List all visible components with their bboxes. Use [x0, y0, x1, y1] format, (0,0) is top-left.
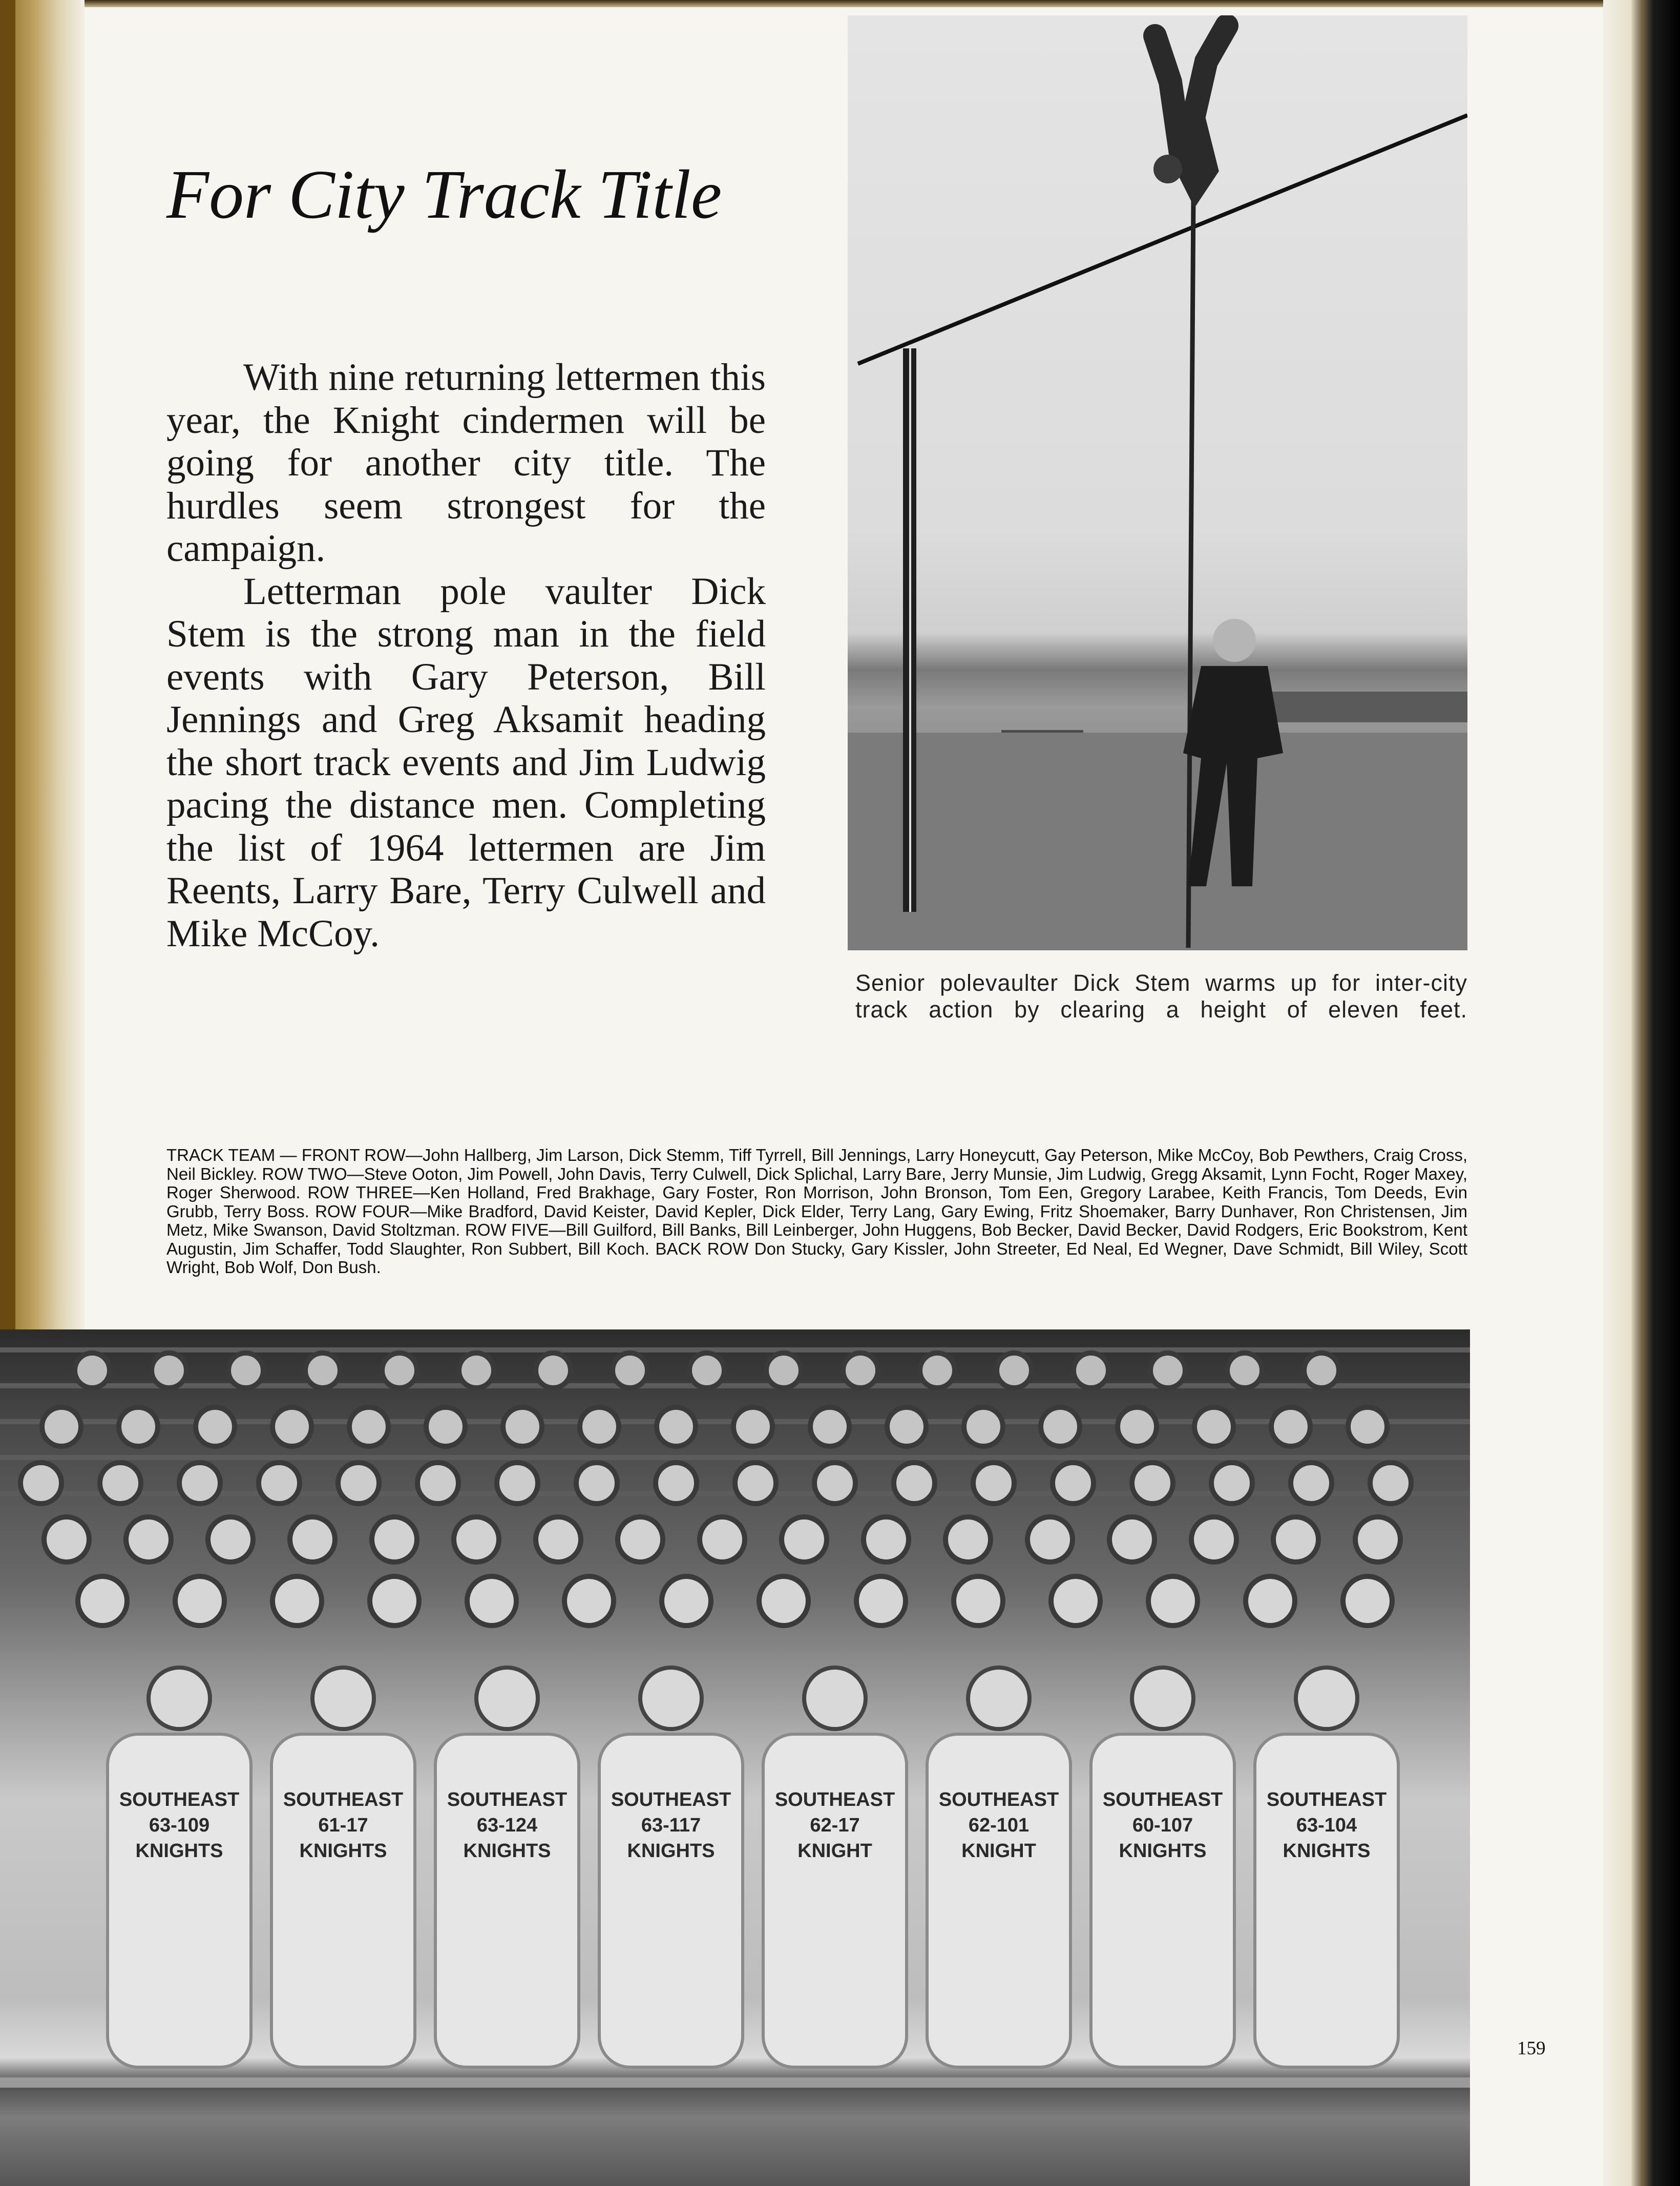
team-member-head [1027, 1517, 1073, 1562]
team-member-head [810, 1407, 849, 1446]
team-member-head [766, 1353, 801, 1388]
team-member-head [1191, 1517, 1236, 1562]
front-row-sweatshirts [108, 1668, 1398, 2067]
team-member-head [503, 1407, 542, 1446]
sweatshirt-lettering: 63-104 [1296, 1815, 1357, 1836]
body-paragraph-1: With nine returning lettermen this year, the Knight cindermen will be going for another city title. The hurdles seem strongest for the campaign. [166, 356, 766, 570]
vault-standard-scale [909, 348, 911, 912]
sweatshirt-lettering: KNIGHTS [1283, 1840, 1371, 1862]
team-member-head [179, 1463, 220, 1504]
page-title: For City Track Title [166, 156, 722, 233]
team-member-head [689, 1353, 724, 1388]
team-member-head [1148, 1576, 1198, 1626]
page-number: 159 [1517, 2038, 1546, 2059]
athlete-sweatshirt [108, 1734, 251, 2067]
team-member-head [920, 1353, 955, 1388]
front-row-athlete [1091, 1668, 1234, 2067]
athlete-head [804, 1668, 866, 1729]
team-member-head [75, 1353, 110, 1388]
sweatshirt-lettering: 62-17 [810, 1815, 860, 1836]
team-member-head [954, 1576, 1003, 1626]
team-member-head [1271, 1407, 1310, 1446]
sweatshirt-lettering: SOUTHEAST [1266, 1789, 1387, 1810]
vaulter-figure [1153, 26, 1227, 184]
team-member-head [305, 1353, 340, 1388]
team-member-head [536, 1353, 571, 1388]
team-member-head [370, 1576, 419, 1626]
sweatshirt-lettering: SOUTHEAST [611, 1789, 731, 1810]
team-member-head [272, 1576, 322, 1626]
team-member-head [1211, 1463, 1252, 1504]
athlete-sweatshirt [1091, 1734, 1234, 2067]
athlete-head [968, 1668, 1030, 1729]
team-member-head [196, 1407, 235, 1446]
team-member-head [1132, 1463, 1173, 1504]
team-member-head [1227, 1353, 1262, 1388]
article-body [166, 356, 766, 955]
team-member-head [349, 1407, 388, 1446]
athlete-head [476, 1668, 538, 1729]
team-member-head [208, 1517, 253, 1562]
team-member-head [1370, 1463, 1411, 1504]
team-member-head [78, 1576, 127, 1626]
athlete-head [1132, 1668, 1193, 1729]
sweatshirt-lettering: KNIGHTS [135, 1840, 223, 1862]
pole-vault-illustration [848, 15, 1467, 950]
team-member-head [20, 1463, 61, 1504]
team-member-head [372, 1517, 417, 1562]
team-member-head [814, 1463, 855, 1504]
photo-caption: Senior polevaulter Dick Stem warms up for inter-city track action by clearing a height of eleven feet. [855, 970, 1467, 1023]
sweatshirt-lettering: 63-117 [641, 1815, 701, 1836]
team-member-head [576, 1463, 617, 1504]
team-member-head [700, 1517, 745, 1562]
team-member-head [964, 1407, 1003, 1446]
team-member-head [1109, 1517, 1154, 1562]
team-member-head [417, 1463, 458, 1504]
team-member-head [382, 1353, 417, 1388]
pole-vault-photo [848, 15, 1467, 950]
body-paragraph-2: Letterman pole vaulter Dick Stem is the strong man in the field events with Gary Peterson, Bill Jennings and Greg Aksamit heading the short track events and Jim Ludwig pacing the distance men. Completing the list of 1964 lettermen are Jim Reents, Larry Bare, Terry Culwell and Mike McCoy. [166, 570, 766, 955]
team-member-head [1273, 1517, 1318, 1562]
team-member-head [997, 1353, 1032, 1388]
sweatshirt-lettering: 63-124 [476, 1815, 538, 1836]
team-member-head [1074, 1353, 1108, 1388]
track-team-photo [0, 1329, 1470, 2186]
team-member-head [1194, 1407, 1233, 1446]
team-member-head [42, 1407, 81, 1446]
athlete-head [640, 1668, 702, 1729]
sweatshirt-lettering: KNIGHTS [1119, 1840, 1207, 1862]
athlete-sweatshirt [763, 1734, 907, 2067]
athlete-head [1296, 1668, 1357, 1729]
team-member-head [228, 1353, 263, 1388]
team-member-head [782, 1517, 827, 1562]
team-member-head [657, 1407, 696, 1446]
team-member-head [1343, 1576, 1392, 1626]
athlete-head [149, 1668, 210, 1729]
sweatshirt-lettering: SOUTHEAST [447, 1789, 568, 1810]
front-row-athlete [108, 1668, 251, 2067]
team-member-head [152, 1353, 186, 1388]
sweatshirt-lettering: KNIGHTS [627, 1840, 715, 1862]
page-top-edge [85, 0, 1606, 7]
sweatshirt-lettering: KNIGHT [961, 1840, 1036, 1862]
distant-building [1268, 692, 1467, 722]
athlete-sweatshirt [927, 1734, 1070, 2067]
team-member-head [759, 1576, 808, 1626]
team-member-head [656, 1463, 697, 1504]
sweatshirt-lettering: 62-101 [968, 1815, 1030, 1836]
sweatshirt-lettering: SOUTHEAST [119, 1789, 240, 1810]
team-member-head [618, 1517, 663, 1562]
team-member-head [580, 1407, 619, 1446]
team-member-head [459, 1353, 494, 1388]
page-stack-right [1603, 0, 1631, 2186]
book-cover-right [1631, 0, 1680, 2186]
front-row-athlete [1255, 1668, 1398, 2067]
team-member-head [454, 1517, 499, 1562]
team-member-head [564, 1576, 614, 1626]
team-member-head [1150, 1353, 1185, 1388]
sweatshirt-lettering: 63-109 [149, 1815, 210, 1836]
team-member-head [272, 1407, 311, 1446]
athlete-sweatshirt [435, 1734, 579, 2067]
front-row-athlete [763, 1668, 907, 2067]
team-member-head [662, 1576, 711, 1626]
team-member-head [733, 1407, 772, 1446]
team-member-head [426, 1407, 465, 1446]
team-member-head [126, 1517, 171, 1562]
sweatshirt-lettering: SOUTHEAST [283, 1789, 404, 1810]
team-member-head [1118, 1407, 1157, 1446]
team-member-head [536, 1517, 581, 1562]
team-member-head [973, 1463, 1014, 1504]
team-member-head [887, 1407, 926, 1446]
sweatshirt-lettering: 61-17 [318, 1815, 368, 1836]
team-member-head [1051, 1576, 1100, 1626]
sweatshirt-lettering: 60-107 [1132, 1815, 1193, 1836]
curb [0, 2077, 1470, 2088]
team-member-head [1355, 1517, 1400, 1562]
sweatshirt-lettering: KNIGHT [797, 1840, 872, 1862]
team-roster: TRACK TEAM — FRONT ROW—John Hallberg, Jim Larson, Dick Stemm, Tiff Tyrrell, Bill Jennings, Larry Honeycutt, Gay Peterson, Mike McCoy, Bob Pewthers, Craig Cross, Neil Bickley. ROW TWO—Steve Ooton, Jim Powell, John Davis, Terry Culwell, Dick Splichal, Larry Bare, Jerry Munsie, Jim Ludwig, Gregg Aksamit, Lynn Focht, Roger Maxey, Roger Sherwood. ROW THREE—Ken Holland, Fred Brakhage, Gary Foster, Ron Morrison, John Bronson, Tom Een, Gregory Larabee, Keith Francis, Tom Deeds, Evin Grubb, Terry Boss. ROW FOUR—Mike Bradford, David Keister, David Kepler, Dick Elder, Terry Lang, Gary Ewing, Fritz Shoemaker, Barry Dunhaver, Ron Christensen, Jim Metz, Mike Swanson, David Stoltzman. ROW FIVE—Bill Guilford, Bill Banks, Bill Leinberger, John Huggens, Bob Becker, David Becker, David Rodgers, Eric Bookstrom, Kent Augustin, Jim Schaffer, Todd Slaughter, Ron Subbert, Bill Koch. BACK ROW Don Stucky, Gary Kissler, John Streeter, Ed Neal, Ed Wegner, Dave Schmidt, Bill Wiley, Scott Wright, Bob Wolf, Don Bush. [166, 1146, 1467, 1277]
team-member-head [44, 1517, 89, 1562]
athlete-sweatshirt [599, 1734, 743, 2067]
team-member-head [894, 1463, 935, 1504]
team-member-head [1041, 1407, 1080, 1446]
team-member-head [1246, 1576, 1295, 1626]
team-member-head [1304, 1353, 1339, 1388]
front-row-athlete [927, 1668, 1070, 2067]
sweatshirt-lettering: KNIGHTS [299, 1840, 387, 1862]
team-member-head [735, 1463, 776, 1504]
front-row-athlete [435, 1668, 579, 2067]
front-row-athlete [271, 1668, 415, 2067]
crossbar [858, 115, 1467, 364]
team-member-head [864, 1517, 909, 1562]
team-member-head [946, 1517, 991, 1562]
team-member-head [843, 1353, 878, 1388]
front-row-athlete [599, 1668, 743, 2067]
team-member-head [259, 1463, 300, 1504]
team-members [20, 1353, 1411, 1626]
athlete-head [312, 1668, 374, 1729]
team-member-head [338, 1463, 379, 1504]
team-member-head [497, 1463, 538, 1504]
sweatshirt-lettering: SOUTHEAST [774, 1789, 895, 1810]
sweatshirt-lettering: KNIGHTS [463, 1840, 551, 1862]
athlete-sweatshirt [271, 1734, 415, 2067]
team-member-head [175, 1576, 224, 1626]
sweatshirt-lettering: SOUTHEAST [938, 1789, 1059, 1810]
athlete-sweatshirt [1255, 1734, 1398, 2067]
sweatshirt-lettering: SOUTHEAST [1102, 1789, 1223, 1810]
team-member-head [290, 1517, 335, 1562]
team-photo-illustration [0, 1329, 1470, 2186]
team-member-head [467, 1576, 516, 1626]
team-member-head [1291, 1463, 1332, 1504]
team-member-head [613, 1353, 647, 1388]
team-member-head [100, 1463, 141, 1504]
team-member-head [1053, 1463, 1094, 1504]
team-member-head [1348, 1407, 1387, 1446]
field-ground [848, 733, 1467, 950]
team-member-head [856, 1576, 906, 1626]
team-member-head [119, 1407, 158, 1446]
